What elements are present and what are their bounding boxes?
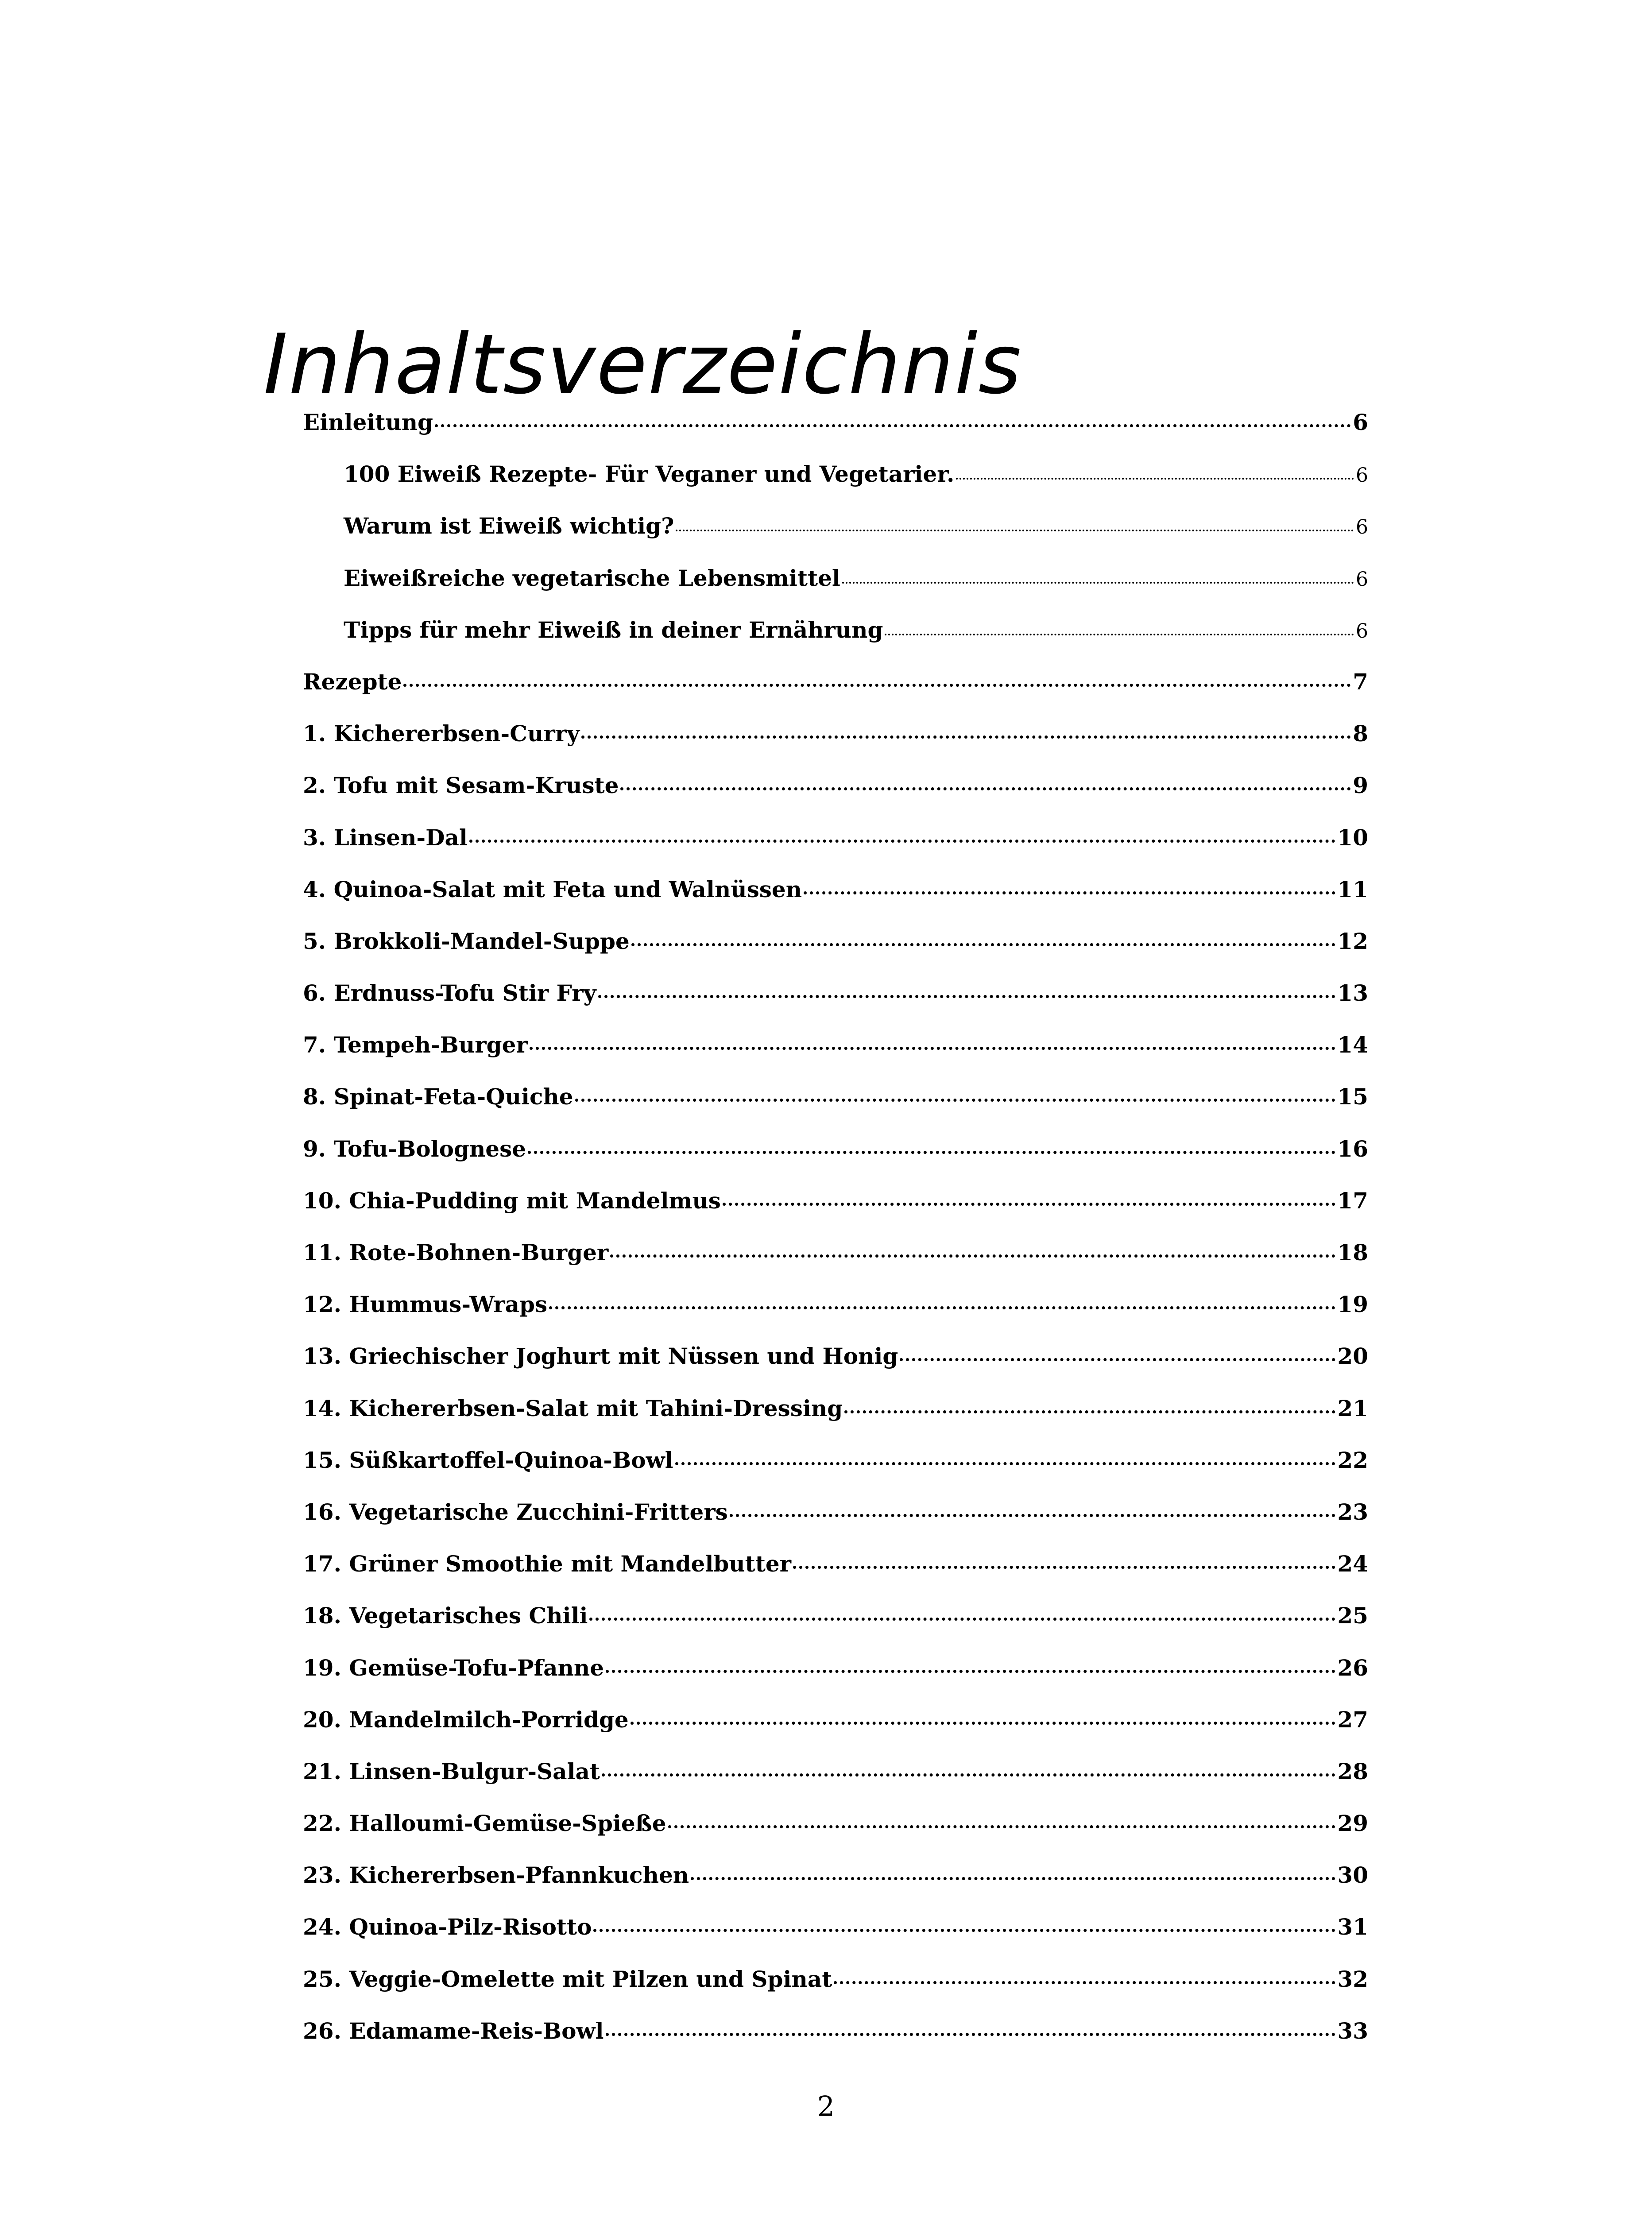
toc-entry-label: 15. Süßkartoffel-Quinoa-Bowl bbox=[303, 1447, 673, 1473]
toc-dot-leader bbox=[469, 840, 1335, 843]
toc-entry[interactable] bbox=[303, 812, 1368, 863]
toc-entry-label: 1. Kichererbsen-Curry bbox=[303, 720, 580, 747]
toc-entry[interactable] bbox=[303, 1071, 1368, 1122]
toc-entry-page: 27 bbox=[1337, 1706, 1368, 1733]
toc-entry-label: 5. Brokkoli-Mandel-Suppe bbox=[303, 928, 630, 954]
toc-entry-page: 19 bbox=[1337, 1291, 1368, 1318]
toc-entry-page: 18 bbox=[1337, 1239, 1368, 1266]
toc-entry-label: 25. Veggie-Omelette mit Pilzen und Spinat bbox=[303, 1966, 832, 1992]
toc-dot-leader bbox=[631, 943, 1336, 946]
toc-dot-leader bbox=[834, 1981, 1335, 1984]
toc-entry-label: 2. Tofu mit Sesam-Kruste bbox=[303, 772, 619, 799]
toc-entry-page: 23 bbox=[1337, 1498, 1368, 1525]
toc-dot-leader bbox=[598, 995, 1336, 998]
toc-entry-label: Einleitung bbox=[303, 409, 433, 435]
toc-entry-page: 13 bbox=[1337, 980, 1368, 1006]
toc-dot-leader bbox=[589, 1618, 1335, 1621]
toc-entry[interactable] bbox=[303, 448, 1368, 500]
toc-entry-label: Eiweißreiche vegetarische Lebensmittel bbox=[344, 565, 840, 591]
toc-entry-label: 100 Eiweiß Rezepte- Für Veganer und Vegetarier. bbox=[344, 461, 955, 488]
toc-dot-leader bbox=[676, 530, 1354, 531]
toc-entry-page: 28 bbox=[1337, 1758, 1368, 1784]
page-number: 2 bbox=[817, 2090, 835, 2122]
toc-entry-label: 21. Linsen-Bulgur-Salat bbox=[303, 1758, 600, 1784]
toc-entry[interactable] bbox=[303, 1227, 1368, 1278]
toc-entry-label: Tipps für mehr Eiweiß in deiner Ernährung bbox=[344, 616, 883, 643]
toc-entry-page: 24 bbox=[1337, 1551, 1368, 1577]
toc-dot-leader bbox=[900, 1358, 1335, 1361]
toc-entry-label: 20. Mandelmilch-Porridge bbox=[303, 1706, 629, 1733]
toc-entry[interactable] bbox=[303, 1953, 1368, 2005]
toc-entry-label: 3. Linsen-Dal bbox=[303, 824, 468, 851]
toc-entry[interactable] bbox=[303, 1590, 1368, 1641]
toc-entry[interactable] bbox=[303, 1642, 1368, 1694]
toc-entry-page: 6 bbox=[1356, 568, 1368, 591]
toc-entry-page: 26 bbox=[1337, 1654, 1368, 1681]
toc-entry-label: 24. Quinoa-Pilz-Risotto bbox=[303, 1914, 592, 1940]
toc-entry[interactable] bbox=[303, 396, 1368, 448]
toc-entry-label: 10. Chia-Pudding mit Mandelmus bbox=[303, 1187, 721, 1214]
toc-dot-leader bbox=[575, 1099, 1336, 1102]
toc-entry-label: 18. Vegetarisches Chili bbox=[303, 1602, 588, 1629]
toc-dot-leader bbox=[593, 1929, 1335, 1932]
toc-entry-page: 25 bbox=[1337, 1602, 1368, 1629]
toc-entry-label: 14. Kichererbsen-Salat mit Tahini-Dressing bbox=[303, 1395, 843, 1421]
toc-entry-label: 23. Kichererbsen-Pfannkuchen bbox=[303, 1862, 689, 1889]
toc-entry[interactable] bbox=[303, 1330, 1368, 1382]
table-of-contents bbox=[303, 396, 1368, 2057]
toc-entry-label: Warum ist Eiweiß wichtig? bbox=[344, 513, 674, 539]
toc-entry-page: 10 bbox=[1337, 824, 1368, 851]
toc-entry-page: 8 bbox=[1353, 720, 1368, 747]
toc-entry-label: 11. Rote-Bohnen-Burger bbox=[303, 1239, 609, 1266]
toc-entry-page: 15 bbox=[1337, 1084, 1368, 1110]
toc-dot-leader bbox=[528, 1151, 1335, 1154]
toc-entry[interactable] bbox=[303, 1278, 1368, 1330]
toc-dot-leader bbox=[723, 1203, 1335, 1206]
toc-entry-label: 17. Grüner Smoothie mit Mandelbutter bbox=[303, 1551, 792, 1577]
toc-dot-leader bbox=[606, 1670, 1335, 1673]
toc-entry[interactable] bbox=[303, 1797, 1368, 1849]
toc-entry-page: 32 bbox=[1337, 1966, 1368, 1992]
toc-dot-leader bbox=[956, 478, 1354, 480]
toc-entry-page: 22 bbox=[1337, 1447, 1368, 1473]
toc-dot-leader bbox=[668, 1825, 1336, 1828]
toc-entry[interactable] bbox=[303, 1123, 1368, 1175]
toc-entry-page: 6 bbox=[1356, 516, 1368, 539]
toc-entry-page: 17 bbox=[1337, 1187, 1368, 1214]
toc-dot-leader bbox=[730, 1514, 1336, 1517]
toc-dot-leader bbox=[804, 891, 1335, 894]
toc-entry[interactable] bbox=[303, 1538, 1368, 1590]
toc-entry[interactable] bbox=[303, 1849, 1368, 1901]
toc-dot-leader bbox=[530, 1047, 1336, 1050]
toc-entry[interactable] bbox=[303, 1382, 1368, 1434]
toc-dot-leader bbox=[793, 1566, 1335, 1569]
toc-entry-page: 6 bbox=[1356, 619, 1368, 643]
toc-entry[interactable] bbox=[303, 1694, 1368, 1746]
toc-entry-page: 6 bbox=[1356, 464, 1368, 487]
toc-entry-page: 21 bbox=[1337, 1395, 1368, 1421]
toc-dot-leader bbox=[631, 1722, 1336, 1725]
toc-entry[interactable] bbox=[303, 552, 1368, 604]
page-title: Inhaltsverzeichnis bbox=[263, 316, 1022, 412]
toc-entry-page: 20 bbox=[1337, 1343, 1368, 1370]
toc-entry-page: 11 bbox=[1337, 876, 1368, 902]
toc-entry-page: 6 bbox=[1353, 409, 1368, 435]
toc-entry[interactable] bbox=[303, 1901, 1368, 1953]
toc-entry-page: 12 bbox=[1337, 928, 1368, 954]
toc-entry-page: 31 bbox=[1337, 1914, 1368, 1940]
toc-entry-page: 33 bbox=[1337, 2017, 1368, 2044]
toc-dot-leader bbox=[606, 2033, 1336, 2036]
toc-dot-leader bbox=[691, 1877, 1335, 1880]
toc-entry[interactable] bbox=[303, 1019, 1368, 1071]
toc-entry-label: 16. Vegetarische Zucchini-Fritters bbox=[303, 1498, 728, 1525]
toc-dot-leader bbox=[842, 582, 1354, 584]
toc-entry[interactable] bbox=[303, 500, 1368, 552]
toc-entry-label: 7. Tempeh-Burger bbox=[303, 1032, 528, 1058]
toc-entry[interactable] bbox=[303, 1175, 1368, 1227]
toc-entry[interactable] bbox=[303, 656, 1368, 708]
toc-entry[interactable] bbox=[303, 1434, 1368, 1486]
toc-entry-page: 16 bbox=[1337, 1135, 1368, 1162]
toc-entry[interactable] bbox=[303, 863, 1368, 915]
toc-entry-label: 9. Tofu-Bolognese bbox=[303, 1135, 526, 1162]
toc-entry-page: 7 bbox=[1353, 668, 1368, 695]
toc-dot-leader bbox=[435, 424, 1351, 427]
toc-entry[interactable] bbox=[303, 759, 1368, 811]
toc-entry[interactable] bbox=[303, 1486, 1368, 1538]
toc-entry-page: 30 bbox=[1337, 1862, 1368, 1889]
toc-dot-leader bbox=[844, 1410, 1335, 1413]
toc-entry-label: 26. Edamame-Reis-Bowl bbox=[303, 2017, 604, 2044]
toc-entry-label: 4. Quinoa-Salat mit Feta und Walnüssen bbox=[303, 876, 802, 902]
toc-dot-leader bbox=[620, 787, 1351, 790]
toc-dot-leader bbox=[549, 1306, 1335, 1309]
toc-entry[interactable] bbox=[303, 967, 1368, 1019]
toc-entry-label: 19. Gemüse-Tofu-Pfanne bbox=[303, 1654, 604, 1681]
toc-entry-page: 9 bbox=[1353, 772, 1368, 799]
toc-entry-label: Rezepte bbox=[303, 668, 402, 695]
toc-dot-leader bbox=[885, 634, 1354, 635]
toc-entry-page: 14 bbox=[1337, 1032, 1368, 1058]
toc-entry-label: 6. Erdnuss-Tofu Stir Fry bbox=[303, 980, 596, 1006]
toc-entry[interactable] bbox=[303, 604, 1368, 656]
toc-dot-leader bbox=[403, 684, 1351, 687]
toc-dot-leader bbox=[610, 1254, 1335, 1258]
toc-dot-leader bbox=[675, 1462, 1336, 1465]
toc-entry[interactable] bbox=[303, 708, 1368, 759]
toc-entry-label: 8. Spinat-Feta-Quiche bbox=[303, 1084, 573, 1110]
toc-entry[interactable] bbox=[303, 2005, 1368, 2057]
toc-entry[interactable] bbox=[303, 1746, 1368, 1797]
toc-entry-label: 13. Griechischer Joghurt mit Nüssen und Honig bbox=[303, 1343, 898, 1370]
toc-entry-label: 12. Hummus-Wraps bbox=[303, 1291, 548, 1318]
toc-entry-page: 29 bbox=[1337, 1810, 1368, 1837]
toc-dot-leader bbox=[602, 1773, 1335, 1777]
toc-entry-label: 22. Halloumi-Gemüse-Spieße bbox=[303, 1810, 666, 1837]
toc-entry[interactable] bbox=[303, 915, 1368, 967]
toc-dot-leader bbox=[581, 735, 1351, 739]
